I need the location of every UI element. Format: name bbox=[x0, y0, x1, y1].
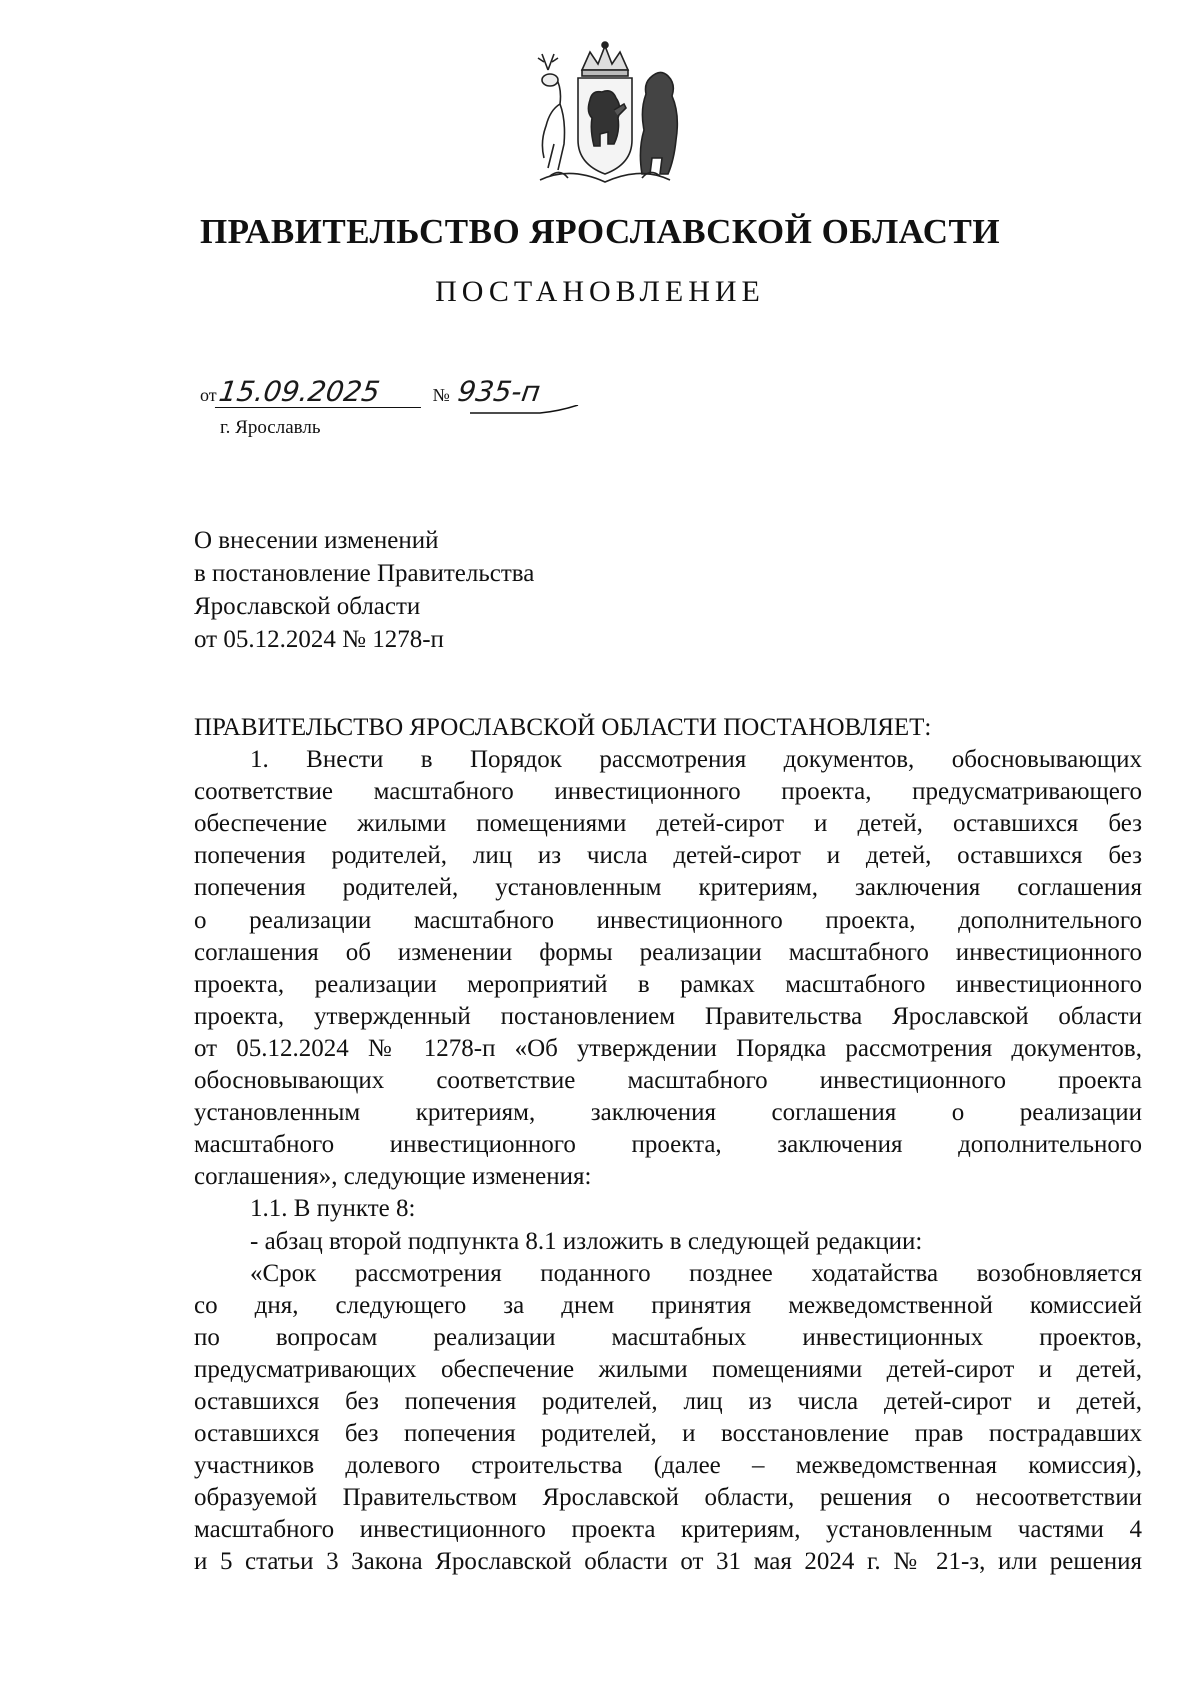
body-line: образуемой Правительством Ярославской области, решения о несоответствии bbox=[194, 1484, 1142, 1512]
body-line: «Срок рассмотрения поданного позднее ходатайства возобновляется bbox=[250, 1259, 1142, 1287]
handwritten-date: 15.09.2025 bbox=[215, 378, 425, 408]
body-line: обеспечение жилыми помещениями детей-сирот и детей, оставшихся без bbox=[194, 810, 1142, 838]
date-prefix: от bbox=[200, 385, 217, 405]
body-line: и 5 статьи 3 Закона Ярославской области от 31 мая 2024 г. № 21-з, или решения bbox=[194, 1548, 1142, 1576]
body-line: предусматривающих обеспечение жилыми помещениями детей-сирот и детей, bbox=[194, 1355, 1142, 1383]
government-title: ПРАВИТЕЛЬСТВО ЯРОСЛАВСКОЙ ОБЛАСТИ bbox=[199, 212, 1001, 251]
body-line: проекта, утвержденный постановлением Правительства Ярославской области bbox=[194, 1002, 1142, 1030]
handwritten-number: 935-п bbox=[455, 375, 543, 408]
body-line: оставшихся без попечения родителей, лиц из числа детей-сирот и детей, bbox=[194, 1387, 1142, 1415]
body-line: масштабного инвестиционного проекта критериям, установленным частями 4 bbox=[194, 1516, 1142, 1544]
body-line: - абзац второй подпункта 8.1 изложить в следующей редакции: bbox=[250, 1227, 923, 1255]
document-type: ПОСТАНОВЛЕНИЕ bbox=[435, 275, 765, 308]
subject-line: О внесении изменений bbox=[194, 527, 439, 554]
body-line: оставшихся без попечения родителей, и восстановление прав пострадавших bbox=[194, 1420, 1142, 1448]
body-line: установленным критериям, заключения соглашения о реализации bbox=[194, 1099, 1142, 1127]
date-number-line bbox=[200, 375, 582, 408]
subject-line: от 05.12.2024 № 1278-п bbox=[194, 626, 444, 653]
body-line: со дня, следующего за днем принятия межведомственной комиссией bbox=[194, 1291, 1142, 1319]
number-underline bbox=[470, 405, 580, 417]
resolution-heading: ПРАВИТЕЛЬСТВО ЯРОСЛАВСКОЙ ОБЛАСТИ ПОСТАНОВЛЯЕТ: bbox=[194, 714, 932, 741]
body-line: соответствие масштабного инвестиционного проекта, предусматривающего bbox=[194, 778, 1142, 806]
document-subject bbox=[194, 524, 534, 656]
body-line: обосновывающих соответствие масштабного инвестиционного проекта bbox=[194, 1067, 1142, 1095]
body-line: соглашения», следующие изменения: bbox=[194, 1163, 592, 1191]
body-line: попечения родителей, установленным критериям, заключения соглашения bbox=[194, 874, 1142, 902]
subject-line: в постановление Правительства bbox=[194, 560, 535, 587]
document-body bbox=[194, 712, 1142, 1579]
body-line: попечения родителей, лиц из числа детей-сирот и детей, оставшихся без bbox=[194, 842, 1142, 870]
body-line: от 05.12.2024 № 1278-п «Об утверждении Порядка рассмотрения документов, bbox=[194, 1034, 1142, 1062]
body-line: соглашения об изменении формы реализации масштабного инвестиционного bbox=[194, 938, 1142, 966]
body-line: участников долевого строительства (далее – межведомственная комиссия), bbox=[194, 1452, 1142, 1480]
subject-line: Ярославской области bbox=[194, 593, 421, 620]
body-line: масштабного инвестиционного проекта, заключения дополнительного bbox=[194, 1131, 1142, 1159]
body-line: 1. Внести в Порядок рассмотрения документов, обосновывающих bbox=[250, 746, 1142, 774]
body-line: 1.1. В пункте 8: bbox=[250, 1195, 416, 1223]
yaroslavl-oblast-coat-of-arms-icon bbox=[520, 40, 690, 190]
number-sign: № bbox=[432, 385, 450, 405]
body-line: по вопросам реализации масштабных инвестиционных проектов, bbox=[194, 1323, 1142, 1351]
body-line: проекта, реализации мероприятий в рамках масштабного инвестиционного bbox=[194, 970, 1142, 998]
body-line: о реализации масштабного инвестиционного проекта, дополнительного bbox=[194, 906, 1142, 934]
city: г. Ярославль bbox=[220, 417, 321, 438]
